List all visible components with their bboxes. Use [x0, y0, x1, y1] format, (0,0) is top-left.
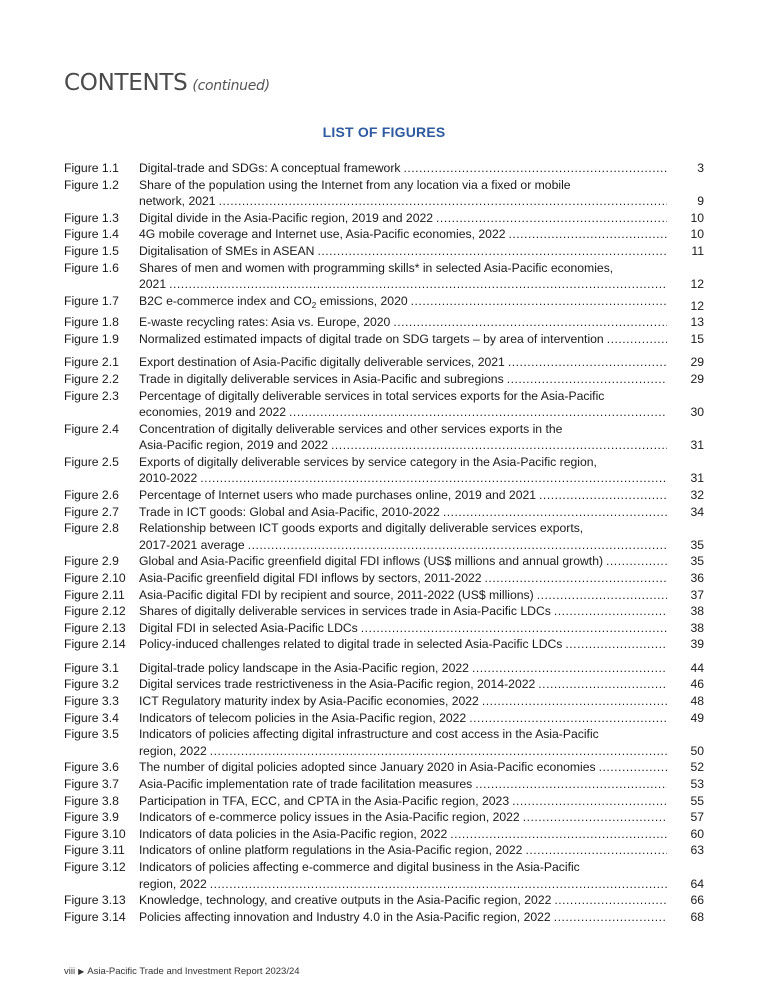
figure-entry[interactable]: [64, 260, 704, 293]
figure-title: [139, 776, 667, 793]
figure-title: [139, 210, 667, 227]
figure-title-line: Percentage of Internet users who made purchases online, 2019 and 2021: [139, 488, 537, 503]
figure-title: [139, 160, 667, 177]
figure-entry[interactable]: [64, 570, 704, 587]
page-number: 30: [690, 405, 704, 420]
dot-leader: [469, 710, 667, 727]
page-number: 52: [690, 760, 704, 775]
figure-title-line: Participation in TFA, ECC, and CPTA in the Asia-Pacific region, 2023: [139, 793, 510, 808]
figure-label: Figure 1.2: [64, 177, 119, 192]
figure-label: Figure 2.4: [64, 421, 119, 436]
figure-title: [139, 710, 667, 727]
figure-title-line: Share of the population using the Internet from any location via a fixed or mobile: [139, 177, 571, 192]
figure-entry[interactable]: [64, 354, 704, 371]
figure-label: Figure 1.7: [64, 293, 119, 308]
figure-title-text: [139, 553, 603, 570]
figure-label: Figure 2.9: [64, 554, 119, 569]
figure-title-line: 4G mobile coverage and Internet use, Asia-Pacific economies, 2022: [139, 227, 506, 242]
figure-title-line: Digitalisation of SMEs in ASEAN: [139, 243, 315, 258]
dot-leader: [507, 371, 667, 388]
figure-entry[interactable]: [64, 553, 704, 570]
figure-title-line: E-waste recycling rates: Asia vs. Europe, 2020: [139, 315, 391, 330]
figure-entry[interactable]: [64, 859, 704, 892]
page-number: 31: [690, 438, 704, 453]
page-number: 39: [690, 637, 704, 652]
dot-leader: [393, 314, 667, 331]
figure-title: [139, 371, 667, 388]
figure-entry[interactable]: [64, 421, 704, 454]
figure-title-line: Indicators of e-commerce policy issues in the Asia-Pacific region, 2022: [139, 810, 520, 825]
figure-title-line: Export destination of Asia-Pacific digitally deliverable services, 2021: [139, 355, 505, 370]
dot-leader: [210, 876, 667, 893]
figure-entry[interactable]: [64, 314, 704, 331]
dot-leader: [436, 210, 667, 227]
figure-title-line: Indicators of telecom policies in the Asia-Pacific region, 2022: [139, 710, 467, 725]
dot-leader: [472, 660, 667, 677]
figure-entry[interactable]: [64, 776, 704, 793]
figure-entry[interactable]: [64, 726, 704, 759]
figure-title-text: [139, 909, 551, 926]
figure-title-line: Shares of men and women with programming skills* in selected Asia-Pacific economies,: [139, 260, 614, 275]
figure-title: [139, 570, 667, 587]
dot-leader: [485, 570, 667, 587]
figure-label: Figure 2.10: [64, 571, 126, 586]
figure-label: Figure 3.9: [64, 810, 119, 825]
figure-title-text: [139, 809, 520, 826]
page-number: 10: [690, 210, 704, 225]
figure-label: Figure 1.6: [64, 260, 119, 275]
figure-title-text: [139, 587, 534, 604]
figure-title: [139, 859, 667, 892]
figure-label: Figure 3.8: [64, 793, 119, 808]
page-number: 38: [690, 604, 704, 619]
figure-label: Figure 2.3: [64, 388, 119, 403]
figure-label: Figure 3.13: [64, 893, 126, 908]
figure-label: Figure 1.4: [64, 227, 119, 242]
figure-entry[interactable]: [64, 504, 704, 521]
figure-title-text: [139, 437, 328, 454]
figure-title: [139, 587, 667, 604]
figure-title: [139, 636, 667, 653]
figure-entry[interactable]: [64, 826, 704, 843]
figure-title: [139, 520, 667, 553]
page-number: 3: [697, 161, 704, 175]
figure-title-text: [139, 710, 466, 727]
figure-title: [139, 892, 667, 909]
figure-entry[interactable]: [64, 226, 704, 243]
figure-label: Figure 2.7: [64, 504, 119, 519]
figure-label: Figure 2.11: [64, 587, 125, 602]
figure-label: Figure 3.11: [64, 843, 125, 858]
figure-title-line: Trade in ICT goods: Global and Asia-Pacific, 2010-2022: [139, 504, 440, 519]
figure-title: [139, 421, 667, 454]
figure-entry[interactable]: [64, 842, 704, 859]
figure-title: [139, 676, 667, 693]
figure-title-text: [139, 331, 604, 348]
figure-label: Figure 1.3: [64, 210, 119, 225]
figure-entry[interactable]: [64, 210, 704, 227]
page-number: 48: [690, 694, 704, 708]
figure-title: [139, 388, 667, 421]
figure-title-line: economies, 2019 and 2022: [139, 405, 287, 420]
figure-title-text: [139, 892, 551, 909]
figure-entry[interactable]: [64, 892, 704, 909]
figure-title: [139, 293, 667, 315]
subscript: 2: [311, 300, 317, 310]
figure-title: [139, 504, 667, 521]
dot-leader: [361, 620, 667, 637]
dot-leader: [317, 243, 667, 260]
figure-title-text: [139, 743, 207, 760]
figure-label: Figure 1.9: [64, 331, 119, 346]
figure-entry[interactable]: [64, 693, 704, 710]
figure-entry[interactable]: [64, 793, 704, 810]
figure-title-text: [139, 620, 358, 637]
figure-title-line: Asia-Pacific greenfield digital FDI inflows by sectors, 2011-2022: [139, 571, 482, 586]
figure-title-line: Concentration of digitally deliverable services and other services exports in the: [139, 421, 563, 436]
figure-title-line: Digital FDI in selected Asia-Pacific LDCs: [139, 620, 358, 635]
figure-title-text: [139, 354, 505, 371]
figure-label: Figure 2.6: [64, 488, 119, 503]
page-number: 68: [690, 909, 704, 924]
figure-title-text: [139, 371, 504, 388]
figure-title-line: Knowledge, technology, and creative outputs in the Asia-Pacific region, 2022: [139, 893, 552, 908]
figure-title-text: [139, 226, 506, 243]
figure-label: Figure 3.3: [64, 694, 119, 708]
figure-title-text: [139, 842, 522, 859]
heading-subtitle: (continued): [192, 78, 270, 94]
figure-entry[interactable]: [64, 710, 704, 727]
figure-title-text: [139, 210, 433, 227]
figure-title-line: Policy-induced challenges related to digital trade in selected Asia-Pacific LDCs: [139, 637, 563, 652]
dot-leader: [508, 354, 667, 371]
figure-title-text: [139, 570, 482, 587]
figure-label: Figure 3.10: [64, 826, 126, 841]
figure-title-text: [139, 759, 596, 776]
figure-label: Figure 3.14: [64, 909, 126, 924]
page-number: 60: [690, 826, 704, 841]
figure-entry[interactable]: [64, 160, 704, 177]
page-number: 13: [690, 315, 704, 330]
figure-title-text: [139, 314, 390, 331]
page-number: 31: [690, 471, 704, 486]
figure-title-text: [139, 776, 472, 793]
dot-leader: [565, 636, 667, 653]
page-number: 10: [690, 227, 704, 242]
figure-label: Figure 1.8: [64, 315, 119, 330]
page-number: 50: [690, 743, 704, 758]
figure-title-line: Asia-Pacific implementation rate of trade facilitation measures: [139, 776, 473, 791]
figure-title-line: region, 2022: [139, 743, 207, 758]
figure-label: Figure 2.13: [64, 620, 126, 635]
dot-leader: [512, 793, 667, 810]
dot-leader: [411, 293, 667, 315]
figure-label: Figure 2.2: [64, 371, 119, 386]
figure-title-text: [139, 504, 440, 521]
page-number: 11: [691, 243, 704, 258]
figure-title-line: Asia-Pacific digital FDI by recipient and source, 2011-2022 (US$ millions): [139, 587, 534, 602]
figure-title-line: Digital-trade and SDGs: A conceptual framework: [139, 161, 401, 175]
triangle-right-icon: ▶: [78, 967, 85, 976]
figure-title-line: Digital-trade policy landscape in the Asia-Pacific region, 2022: [139, 660, 469, 675]
figure-title-line: Percentage of digitally deliverable services in total services exports for the Asia-Pacific: [139, 388, 605, 403]
figure-entry[interactable]: [64, 759, 704, 776]
figure-entry[interactable]: [64, 520, 704, 553]
page-number: 29: [690, 355, 704, 370]
figure-title-text: [139, 660, 469, 677]
figure-label: Figure 3.2: [64, 677, 119, 692]
figure-entry[interactable]: [64, 620, 704, 637]
figure-title-text: [139, 243, 314, 260]
figure-title-line: Policies affecting innovation and Industry 4.0 in the Asia-Pacific region, 2022: [139, 909, 551, 924]
figure-entry[interactable]: [64, 603, 704, 620]
figure-title-line: Indicators of policies affecting digital infrastructure and cost access in the Asia-Pacific: [139, 727, 599, 742]
page-number: 36: [690, 571, 704, 586]
figure-title: [139, 693, 667, 710]
figure-label: Figure 3.5: [64, 727, 119, 742]
figure-label: Figure 2.5: [64, 454, 119, 469]
dot-leader: [538, 676, 667, 693]
figure-title-text: [139, 293, 408, 315]
figure-entry[interactable]: [64, 243, 704, 260]
figure-label: Figure 3.6: [64, 760, 119, 775]
dot-leader: [539, 487, 667, 504]
page-number: 29: [690, 371, 704, 386]
figure-title-line: Digital divide in the Asia-Pacific region, 2019 and 2022: [139, 210, 434, 225]
figure-title: [139, 314, 667, 331]
figure-title-text: [139, 793, 509, 810]
figure-entry[interactable]: [64, 331, 704, 348]
page-number: 66: [690, 893, 704, 908]
figure-title-text: [139, 160, 400, 177]
dot-leader: [210, 743, 667, 760]
page-number: 55: [690, 793, 704, 808]
figure-title: [139, 487, 667, 504]
page-number: 35: [690, 537, 704, 552]
figure-title: [139, 226, 667, 243]
figure-title-line: Shares of digitally deliverable services in services trade in Asia-Pacific LDCs: [139, 604, 551, 619]
figure-title-text: [139, 876, 207, 893]
figure-title: [139, 243, 667, 260]
dot-leader: [554, 603, 667, 620]
page-number: 34: [690, 504, 704, 519]
figure-entry[interactable]: [64, 177, 704, 210]
page-number: 64: [690, 876, 704, 891]
figure-title: [139, 354, 667, 371]
figure-title-line: Global and Asia-Pacific greenfield digital FDI inflows (US$ millions and annual growth): [139, 554, 604, 569]
figure-title-text: [139, 487, 536, 504]
page-number: 38: [690, 620, 704, 635]
dot-leader: [475, 776, 667, 793]
figure-title: [139, 454, 667, 487]
dot-leader: [443, 504, 667, 521]
figure-title-text: [139, 693, 479, 710]
page-number: 44: [690, 660, 704, 675]
figure-entry[interactable]: [64, 660, 704, 677]
figure-title-line: Digital services trade restrictiveness in the Asia-Pacific region, 2014-2022: [139, 677, 536, 692]
figure-title-text: [139, 537, 245, 554]
figure-title-text: [139, 276, 166, 293]
figure-label: Figure 3.7: [64, 776, 119, 791]
figure-title-line: Exports of digitally deliverable services by service category in the Asia-Pacific region,: [139, 454, 597, 469]
figure-label: Figure 2.1: [64, 355, 119, 370]
figure-title-line: Indicators of policies affecting e-commerce and digital business in the Asia-Pacific: [139, 859, 580, 874]
figure-title-line: Trade in digitally deliverable services in Asia-Pacific and subregions: [139, 371, 504, 386]
figure-title: [139, 177, 667, 210]
figure-label: Figure 2.8: [64, 521, 119, 536]
figure-title: [139, 603, 667, 620]
figure-label: Figure 2.14: [64, 637, 126, 652]
figure-entry[interactable]: [64, 636, 704, 653]
figure-title: [139, 909, 667, 926]
footer-publication: Asia-Pacific Trade and Investment Report 2023/24: [87, 966, 300, 977]
figure-title: [139, 759, 667, 776]
footer-page-number: viii: [64, 966, 76, 977]
dot-leader: [450, 826, 667, 843]
dot-leader: [554, 909, 667, 926]
figure-title-line: ICT Regulatory maturity index by Asia-Pacific economies, 2022: [139, 694, 479, 708]
figure-title: [139, 260, 667, 293]
figure-title: [139, 842, 667, 859]
figures-list: [64, 160, 704, 925]
figure-title-text: [139, 826, 447, 843]
dot-leader: [537, 587, 667, 604]
figure-title-line: 2010-2022: [139, 471, 198, 486]
dot-leader: [403, 160, 667, 177]
page-number: 37: [690, 587, 704, 602]
figure-title: [139, 331, 667, 348]
figure-entry[interactable]: [64, 454, 704, 487]
figure-entry[interactable]: [64, 487, 704, 504]
figure-title-text: [139, 193, 216, 210]
figure-title-line: 2017-2021 average: [139, 537, 245, 552]
figure-title-text: [139, 676, 535, 693]
figure-title-line: emissions, 2020: [316, 293, 408, 308]
page-number: 32: [690, 488, 704, 503]
figure-title: [139, 553, 667, 570]
dot-leader: [482, 693, 667, 710]
figure-title: [139, 809, 667, 826]
figure-title-line: Indicators of data policies in the Asia-Pacific region, 2022: [139, 826, 448, 841]
figure-title: [139, 726, 667, 759]
page-number: 15: [690, 331, 704, 346]
figure-title: [139, 793, 667, 810]
dot-leader: [606, 553, 667, 570]
figure-title-text: [139, 603, 551, 620]
figure-entry[interactable]: [64, 809, 704, 826]
page-footer: [64, 966, 300, 977]
figure-title-line: Normalized estimated impacts of digital trade on SDG targets – by area of intervention: [139, 331, 604, 346]
figure-title-line: 2021: [139, 277, 167, 292]
dot-leader: [525, 842, 667, 859]
page-number: 35: [690, 554, 704, 569]
figure-title-line: Asia-Pacific region, 2019 and 2022: [139, 438, 329, 453]
page-number: 12: [690, 277, 704, 292]
figure-title-line: Relationship between ICT goods exports and digitally deliverable services exports,: [139, 521, 584, 536]
figure-title-line: region, 2022: [139, 876, 207, 891]
figure-entry[interactable]: [64, 371, 704, 388]
figure-entry[interactable]: [64, 676, 704, 693]
dot-leader: [289, 404, 667, 421]
figure-entry[interactable]: [64, 587, 704, 604]
figure-title: [139, 620, 667, 637]
figure-entry[interactable]: [64, 388, 704, 421]
figure-title-line: The number of digital policies adopted since January 2020 in Asia-Pacific economies: [139, 760, 596, 775]
dot-leader: [523, 809, 667, 826]
page-number: 53: [690, 776, 704, 791]
figure-label: Figure 2.12: [64, 604, 126, 619]
page-number: 46: [690, 677, 704, 692]
figure-label: Figure 3.1: [64, 660, 119, 675]
dot-leader: [219, 193, 667, 210]
page-number: 9: [697, 194, 704, 209]
dot-leader: [599, 759, 667, 776]
figure-entry[interactable]: [64, 909, 704, 926]
figure-label: Figure 3.4: [64, 710, 119, 725]
figure-title-line: B2C e-commerce index and CO: [139, 293, 312, 308]
figure-title-text: [139, 404, 286, 421]
dot-leader: [509, 226, 667, 243]
page-number: 57: [690, 810, 704, 825]
figure-title-text: [139, 636, 562, 653]
dot-leader: [200, 470, 667, 487]
figure-entry[interactable]: [64, 293, 704, 315]
figure-title-line: Indicators of online platform regulations in the Asia-Pacific region, 2022: [139, 843, 523, 858]
dot-leader: [331, 437, 667, 454]
figure-label: Figure 3.12: [64, 859, 126, 874]
dot-leader: [554, 892, 667, 909]
figure-label: Figure 1.1: [64, 161, 119, 175]
section-title: LIST OF FIGURES: [322, 124, 446, 140]
dot-leader: [169, 276, 667, 293]
figure-title-line: network, 2021: [139, 194, 216, 209]
page-number: 12: [690, 298, 704, 313]
figure-title-text: [139, 470, 197, 487]
page-number: 63: [690, 843, 704, 858]
figure-title: [139, 660, 667, 677]
page-heading: [64, 70, 270, 96]
figure-label: Figure 1.5: [64, 243, 119, 258]
figure-title: [139, 826, 667, 843]
page-number: 49: [690, 710, 704, 725]
heading-title: CONTENTS: [64, 70, 188, 96]
dot-leader: [607, 331, 667, 348]
dot-leader: [248, 537, 667, 554]
